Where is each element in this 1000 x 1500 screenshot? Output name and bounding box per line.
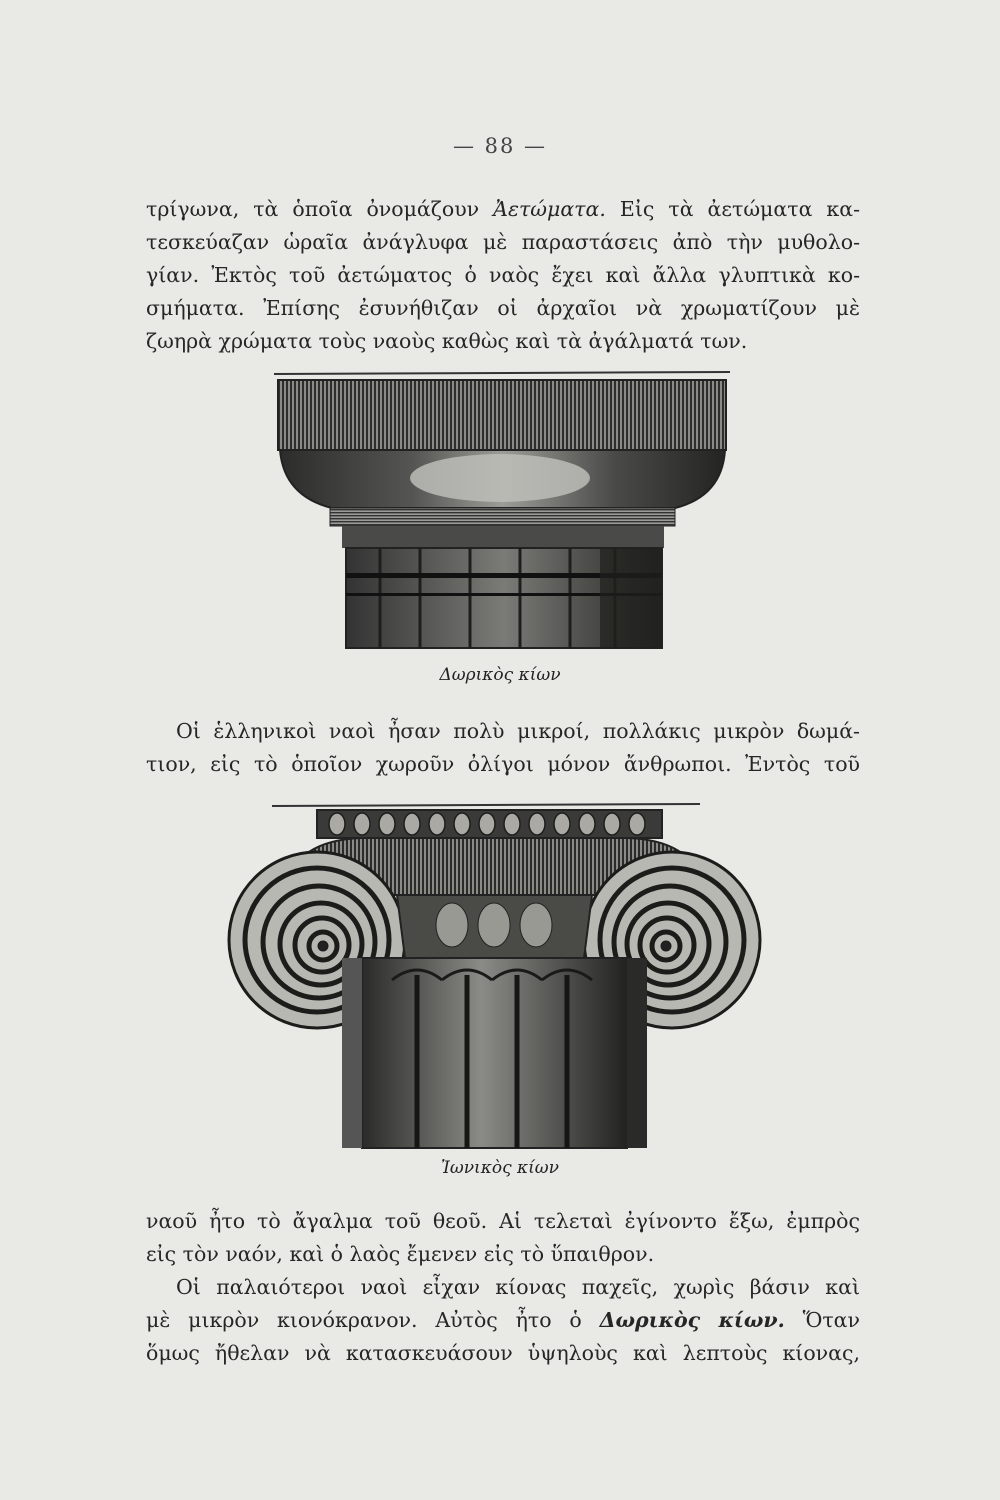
text-line: ὅμως ἤθελαν νὰ κατασκευάσουν ὑψηλοὺς καὶ λεπτοὺς κίονας, xyxy=(146,1341,860,1365)
text-line: τιον, εἰς τὸ ὁποῖον χωροῦν ὀλίγοι μόνον ἄνθρωποι. Ἐντὸς τοῦ xyxy=(146,752,860,776)
italic-term: Ἀετώματα. xyxy=(493,197,606,221)
text-span: Ὅταν xyxy=(784,1308,860,1332)
text-span: μὲ μικρὸν κιονόκρανον. Αὐτὸς ἦτο ὁ xyxy=(146,1308,600,1332)
text-line: Οἱ ἑλληνικοὶ ναοὶ ἦσαν πολὺ μικροί, πολλάκις μικρὸν δωμά- xyxy=(176,719,860,743)
text-line: εἰς τὸν ναόν, καὶ ὁ λαὸς ἔμενεν εἰς τὸ ὕπαιθρον. xyxy=(146,1242,655,1266)
text-line: σμήματα. Ἐπίσης ἐσυνήθιζαν οἱ ἀρχαῖοι νὰ χρωματίζουν μὲ xyxy=(146,296,860,320)
text-line: γίαν. Ἐκτὸς τοῦ ἀετώματος ὁ ναὸς ἔχει καὶ ἄλλα γλυπτικὰ κο- xyxy=(146,263,860,287)
doric-caption: Δωρικὸς κίων xyxy=(439,665,561,685)
text-line xyxy=(146,1306,860,1334)
text-line: τεσκεύαζαν ὡραῖα ἀνάγλυφα μὲ παραστάσεις ἀπὸ τὴν μυθολο- xyxy=(146,230,860,254)
page-number: — 88 — xyxy=(452,134,548,158)
text-line: Οἱ παλαιότεροι ναοὶ εἶχαν κίονας παχεῖς, χωρὶς βάσιν καὶ xyxy=(176,1275,860,1299)
ionic-caption: Ἰωνικὸς κίων xyxy=(440,1158,560,1178)
text-line: ζωηρὰ χρώματα τοὺς ναοὺς καθὼς καὶ τὰ ἀγάλματά των. xyxy=(146,329,748,353)
text-span: Εἰς τὰ ἀετώματα κα- xyxy=(605,197,860,221)
doric-capital-engraving xyxy=(270,368,730,653)
text-line: ναοῦ ἦτο τὸ ἄγαλμα τοῦ θεοῦ. Αἱ τελεταὶ ἐγίνοντο ἔξω, ἐμπρὸς xyxy=(146,1209,860,1233)
text-span: τρίγωνα, τὰ ὁποῖα ὀνομάζουν xyxy=(146,197,494,221)
text-line xyxy=(146,195,860,223)
ionic-capital-engraving xyxy=(222,800,767,1150)
bold-term: Δωρικὸς κίων. xyxy=(599,1308,785,1332)
